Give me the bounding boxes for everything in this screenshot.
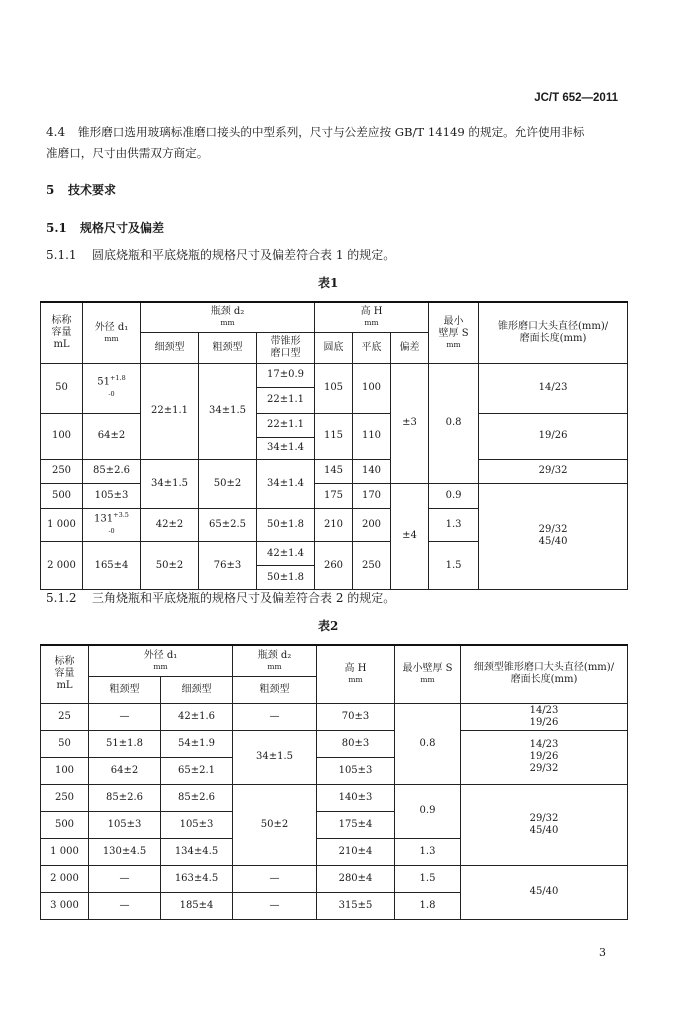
t2-outer-thin: 105±3: [161, 811, 233, 838]
section-5-title: 技术要求: [68, 183, 117, 197]
t2-neck: 50±2: [233, 784, 317, 865]
t2-header-neck-thick: 粗颈型: [233, 676, 317, 703]
clause-5-1-2-number: 5.1.2: [46, 591, 77, 605]
t1-outer: 165±4: [83, 542, 141, 590]
t2-outer-thin: 85±2.6: [161, 784, 233, 811]
t1-neck-thin: 34±1.5: [141, 459, 199, 508]
t2-capacity: 1 000: [41, 838, 89, 865]
t1-header-flat: 平底: [353, 332, 391, 363]
clause-4-4-line1: 锥形磨口选用玻璃标准磨口接头的中型系列，尺寸与公差应按 GB/T 14149 的规定。允许使用非标: [78, 125, 585, 139]
t2-outer-thick: 51±1.8: [89, 730, 161, 757]
t2-neck: 34±1.5: [233, 730, 317, 784]
t2-outer-thin: 163±4.5: [161, 865, 233, 892]
t2-height: 315±5: [317, 892, 395, 919]
t1-neck-ground: 50±1.8: [257, 508, 315, 542]
t1-header-joint: 锥形磨口大头直径(mm)/ 磨面长度(mm): [479, 302, 628, 363]
section-5-1-title: 规格尺寸及偏差: [80, 221, 165, 235]
t2-height: 175±4: [317, 811, 395, 838]
t2-header-joint: 细颈型锥形磨口大头直径(mm)/ 磨面长度(mm): [461, 645, 628, 703]
t1-wall: 0.9: [429, 483, 479, 508]
t2-height: 140±3: [317, 784, 395, 811]
t1-header-neck-ground: 带锥形 磨口型: [257, 332, 315, 363]
t1-joint: 19/26: [479, 413, 628, 459]
t1-neck-ground: 50±1.8: [257, 566, 315, 590]
t1-header-round: 圆底: [315, 332, 353, 363]
t2-outer-thin: 42±1.6: [161, 703, 233, 730]
t1-header-wall: 最小 壁厚 S mm: [429, 302, 479, 363]
t2-outer-thin: 134±4.5: [161, 838, 233, 865]
t1-capacity: 100: [41, 413, 83, 459]
t1-joint: 29/32: [479, 459, 628, 483]
t1-header-outer-dia: 外径 d₁ mm: [83, 302, 141, 363]
t1-joint: 14/23: [479, 363, 628, 413]
table1: [40, 301, 628, 590]
t2-height: 210±4: [317, 838, 395, 865]
t1-neck-thick: 76±3: [199, 542, 257, 590]
clause-5-1-1-number: 5.1.1: [46, 248, 77, 262]
t1-wall: 0.8: [429, 363, 479, 483]
t2-joint: 29/32 45/40: [461, 784, 628, 865]
t1-neck-ground: 34±1.4: [257, 437, 315, 459]
t2-outer-thick: —: [89, 865, 161, 892]
t2-outer-thin: 65±2.1: [161, 757, 233, 784]
table2-caption: 表2: [318, 619, 339, 633]
t1-height-round: 115: [315, 413, 353, 459]
t2-neck: —: [233, 703, 317, 730]
clause-4-4-number: 4.4: [46, 125, 66, 139]
t2-header-outer-thin: 细颈型: [161, 676, 233, 703]
t2-outer-thick: 85±2.6: [89, 784, 161, 811]
t1-header-neck-dia: 瓶颈 d₂ mm: [141, 302, 315, 332]
clause-5-1-2-text: 三角烧瓶和平底烧瓶的规格尺寸及偏差符合表 2 的规定。: [92, 591, 396, 605]
t1-height-flat: 170: [353, 483, 391, 508]
t2-capacity: 2 000: [41, 865, 89, 892]
t2-outer-thick: 64±2: [89, 757, 161, 784]
t2-joint: 45/40: [461, 865, 628, 919]
t1-neck-ground: 22±1.1: [257, 413, 315, 437]
t2-height: 280±4: [317, 865, 395, 892]
table2: [40, 644, 628, 920]
t2-wall: 1.3: [395, 838, 461, 865]
t2-outer-thin: 185±4: [161, 892, 233, 919]
t2-wall: 1.8: [395, 892, 461, 919]
t1-height-round: 260: [315, 542, 353, 590]
t2-capacity: 500: [41, 811, 89, 838]
section-5-number: 5: [46, 183, 55, 197]
t1-capacity: 1 000: [41, 508, 83, 542]
t2-outer-thick: —: [89, 703, 161, 730]
t1-height-round: 175: [315, 483, 353, 508]
t1-height-flat: 100: [353, 363, 391, 413]
t2-header-neck-dia: 瓶颈 d₂ mm: [233, 645, 317, 676]
t2-wall: 1.5: [395, 865, 461, 892]
t1-outer: 64±2: [83, 413, 141, 459]
t2-neck: —: [233, 892, 317, 919]
t1-capacity: 2 000: [41, 542, 83, 590]
t1-neck-thin: 22±1.1: [141, 363, 199, 459]
t2-capacity: 100: [41, 757, 89, 784]
t1-deviation: ±4: [391, 483, 429, 590]
t1-header-height: 高 H mm: [315, 302, 429, 332]
clause-4-4-line2: 准磨口，尺寸由供需双方商定。: [46, 146, 209, 160]
t1-capacity: 50: [41, 363, 83, 413]
t1-outer: 105±3: [83, 483, 141, 508]
t2-outer-thick: 105±3: [89, 811, 161, 838]
t2-height: 80±3: [317, 730, 395, 757]
t1-neck-thick: 50±2: [199, 459, 257, 508]
t1-neck-ground: 17±0.9: [257, 363, 315, 387]
t1-capacity: 250: [41, 459, 83, 483]
t2-header-wall: 最小壁厚 S mm: [395, 645, 461, 703]
t1-neck-ground: 34±1.4: [257, 459, 315, 508]
t2-capacity: 25: [41, 703, 89, 730]
t2-height: 105±3: [317, 757, 395, 784]
t1-outer: $131^{+3.5 -0}$: [83, 508, 141, 542]
t2-joint: 14/23 19/26: [461, 703, 628, 730]
t1-height-round: 145: [315, 459, 353, 483]
t2-height: 70±3: [317, 703, 395, 730]
t1-height-flat: 250: [353, 542, 391, 590]
t2-header-height: 高 H mm: [317, 645, 395, 703]
t2-wall: 0.9: [395, 784, 461, 838]
standard-number: JC/T 652—2011: [534, 92, 618, 104]
section-5-1-number: 5.1: [46, 221, 67, 235]
t1-wall: 1.3: [429, 508, 479, 542]
t1-height-flat: 110: [353, 413, 391, 459]
t1-neck-thick: 34±1.5: [199, 363, 257, 459]
t1-header-neck-thick: 粗颈型: [199, 332, 257, 363]
page-number: 3: [599, 946, 606, 959]
t1-deviation: ±3: [391, 363, 429, 483]
t1-height-flat: 200: [353, 508, 391, 542]
t2-wall: 0.8: [395, 703, 461, 784]
t2-capacity: 3 000: [41, 892, 89, 919]
t1-height-round: 105: [315, 363, 353, 413]
t2-joint: 14/23 19/26 29/32: [461, 730, 628, 784]
t2-capacity: 250: [41, 784, 89, 811]
t1-wall: 1.5: [429, 542, 479, 590]
t1-capacity: 500: [41, 483, 83, 508]
t1-neck-thin: 42±2: [141, 508, 199, 542]
t2-outer-thick: —: [89, 892, 161, 919]
t1-outer: $51^{+1.8 -0}$: [83, 363, 141, 413]
t2-header-outer-thick: 粗颈型: [89, 676, 161, 703]
t1-neck-ground: 22±1.1: [257, 387, 315, 413]
t1-header-deviation: 偏差: [391, 332, 429, 363]
t1-height-round: 210: [315, 508, 353, 542]
t1-height-flat: 140: [353, 459, 391, 483]
table1-caption: 表1: [318, 276, 339, 290]
t1-neck-thick: 65±2.5: [199, 508, 257, 542]
t2-neck: —: [233, 865, 317, 892]
t2-header-capacity: 标称 容量 mL: [41, 645, 89, 703]
t2-outer-thick: 130±4.5: [89, 838, 161, 865]
t2-capacity: 50: [41, 730, 89, 757]
clause-5-1-1-text: 圆底烧瓶和平底烧瓶的规格尺寸及偏差符合表 1 的规定。: [92, 248, 396, 262]
t1-neck-ground: 42±1.4: [257, 542, 315, 566]
t2-outer-thin: 54±1.9: [161, 730, 233, 757]
t1-joint: 29/32 45/40: [479, 483, 628, 590]
t1-header-neck-thin: 细颈型: [141, 332, 199, 363]
t1-neck-thin: 50±2: [141, 542, 199, 590]
t1-outer: 85±2.6: [83, 459, 141, 483]
t2-header-outer-dia: 外径 d₁ mm: [89, 645, 233, 676]
t1-header-capacity: 标称 容量 mL: [41, 302, 83, 363]
